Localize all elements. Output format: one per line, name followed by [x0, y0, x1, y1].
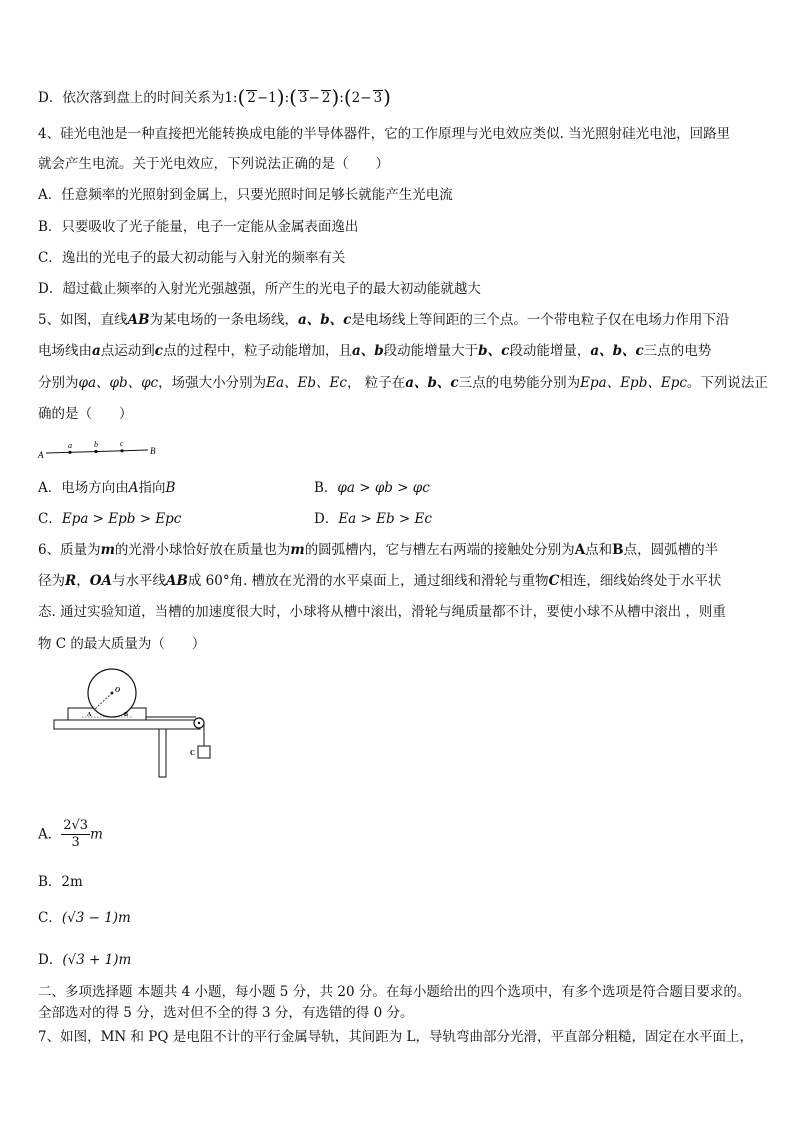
pulley-axle: [198, 722, 200, 724]
section-2-line-1: 二、多项选择题 本题共 4 小题，每小题 5 分，共 20 分。在每小题给出的四个选项中，有多个选项是符合题目要求的。: [38, 984, 751, 1000]
t: Ea、Eb、Ec: [266, 375, 347, 391]
t: D．: [314, 511, 339, 527]
t: φa > φb > φc: [337, 480, 430, 496]
t: 分别为: [38, 375, 79, 391]
t: Epa > Epb > Epc: [61, 511, 182, 527]
sqrt-three: 3: [298, 90, 308, 106]
t: a: [92, 343, 101, 359]
q6-line-4: 物 C 的最大质量为（ ）: [38, 636, 206, 652]
label-A: A: [38, 450, 44, 460]
t: AB: [127, 312, 150, 328]
t: 段动能增量大于: [383, 343, 479, 359]
minus-one: −1: [256, 90, 277, 106]
t: B: [165, 480, 176, 496]
t: 与水平线: [111, 573, 166, 589]
q5-option-b: [314, 479, 430, 497]
q3-option-d-text: D．依次落到盘上的时间关系为: [38, 90, 225, 106]
t: m: [290, 542, 305, 558]
label-c: c: [120, 440, 124, 448]
label-a: a: [68, 441, 72, 450]
t: 点，圆弧槽的半: [623, 542, 719, 558]
minus: −: [308, 90, 320, 106]
t: 点的过程中，粒子动能增加，且: [162, 343, 352, 359]
t: A．: [38, 826, 62, 843]
t: Epa、Epb、Epc: [580, 375, 687, 391]
q6-line-2: [38, 572, 721, 590]
table-leg: [159, 729, 166, 777]
label-A: A: [87, 712, 92, 718]
q4-stem-1: 4、硅光电池是一种直接把光能转换成电能的半导体器件，它的工作原理与光电效应类似. 当光照射硅光电池，回路里: [38, 126, 731, 142]
t: AB: [165, 573, 188, 589]
t: A．电场方向由: [38, 480, 129, 496]
t: 电场线由: [38, 343, 92, 359]
t: ， 粒子在: [346, 375, 406, 391]
t: b、c: [478, 343, 510, 359]
q4-option-d: D．超过截止频率的入射光光强越强，所产生的光电子的最大初动能就越大: [38, 281, 481, 297]
q3-ratio-one: 1:: [224, 90, 238, 106]
t: 的光滑小球恰好放在质量也为: [114, 542, 291, 558]
t: 段动能增量，: [509, 343, 591, 359]
t: m: [100, 542, 115, 558]
two-minus: 2−: [351, 90, 372, 106]
t: A: [574, 542, 586, 558]
t: C．: [38, 511, 62, 527]
t: C．: [38, 910, 62, 926]
point-a: [68, 451, 71, 454]
q6-option-a: [38, 818, 103, 851]
t: 。下列说法正: [686, 375, 768, 391]
sqrt-two: 2: [247, 90, 256, 106]
ratio-sep-2: :: [339, 90, 344, 106]
t: φa、φb、φc: [78, 375, 159, 391]
numerator: 2√3: [63, 818, 89, 833]
t: C: [548, 573, 560, 589]
ratio-sep: :: [284, 90, 290, 106]
t: 6、质量为: [38, 542, 101, 558]
denominator: 3: [71, 835, 80, 850]
label-C: C: [190, 749, 196, 757]
sqrt-three-b: 3: [373, 90, 383, 106]
point-c: [120, 449, 123, 452]
q5-field-line-figure: [36, 440, 166, 462]
q5-line-2: [38, 342, 711, 360]
fraction: [61, 818, 90, 851]
q7-line-1: 7、如图，MN 和 PQ 是电阻不计的平行金属导轨，其间距为 L，导轨弯曲部分光滑，平直部分粗糙，固定在水平面上，: [38, 1029, 754, 1045]
q5-option-d: [314, 510, 432, 528]
t: 5、如图，直线: [38, 312, 128, 328]
t: 点运动到: [100, 343, 155, 359]
weight-c: [198, 746, 210, 758]
t: 三点的电势能分别为: [458, 375, 581, 391]
q4-stem-2: 就会产生电流。关于光电效应，下列说法正确的是（ ）: [38, 156, 389, 172]
q6-option-d: [38, 951, 131, 969]
t: c: [154, 343, 163, 359]
q6-groove-pulley-figure: [52, 668, 222, 780]
t: ，: [76, 573, 90, 589]
t: OA: [89, 573, 112, 589]
q6-line-3: 态. 通过实验知道，当槽的加速度很大时，小球将从槽中滚出，滑轮与绳质量都不计，要使小球不从槽中滚出 ，则重: [38, 604, 726, 620]
t: 三点的电势: [643, 343, 712, 359]
t: 成 60°角. 槽放在光滑的水平桌面上，通过细线和滑轮与重物: [187, 573, 549, 589]
t: (√3 + 1)m: [62, 952, 132, 968]
t: B．: [314, 480, 338, 496]
t: a、b、c: [590, 343, 644, 359]
section-2-line-2: 全部选对的得 5 分，选对但不全的得 3 分，有选错的得 0 分。: [38, 1005, 414, 1021]
q4-option-c: C．逸出的光电子的最大初动能与入射光的频率有关: [38, 250, 346, 266]
q6-option-c: [38, 909, 131, 927]
t: 的圆弧槽内，它与槽左右两端的接触处分别为: [304, 542, 575, 558]
label-B: B: [150, 446, 156, 456]
label-O: O: [115, 686, 121, 694]
q4-option-a: A．任意频率的光照射到金属上，只要光照时间足够长就能产生光电流: [38, 187, 453, 203]
q5-option-c: [38, 510, 181, 528]
t: a、b: [351, 343, 384, 359]
point-b: [94, 450, 97, 453]
q5-line-3: [38, 374, 768, 392]
t: a、b、c: [297, 312, 352, 328]
t: A: [128, 480, 139, 496]
t: (√3 − 1)m: [61, 910, 131, 926]
t: 为某电场的一条电场线，: [149, 312, 298, 328]
t: 相连，细线始终处于水平状: [559, 573, 722, 589]
q4-option-b: B．只要吸收了光子能量，电子一定能从金属表面逸出: [38, 219, 359, 235]
t: ，场强大小分别为: [158, 375, 267, 391]
t: m: [90, 826, 103, 843]
q6-option-b: B．2m: [38, 874, 83, 890]
t: 径为: [38, 573, 65, 589]
t: 是电场线上等间距的三个点。一个带电粒子仅在电场力作用下沿: [351, 312, 730, 328]
q6-line-1: [38, 541, 718, 559]
q3-option-d: D．依次落到盘上的时间关系为1:( 2−1):( 3− 2):(2− 3): [38, 85, 391, 109]
t: B: [612, 542, 624, 558]
t: 指向: [138, 480, 166, 496]
t: a、b、c: [405, 375, 459, 391]
table-top: [54, 720, 200, 729]
q5-line-4: 确的是（ ）: [38, 406, 133, 422]
t: D．: [38, 952, 63, 968]
t: R: [65, 573, 77, 589]
label-b: b: [94, 440, 98, 449]
q5-line-1: [38, 311, 729, 329]
q5-option-a: [38, 479, 175, 497]
t: 点和: [585, 542, 613, 558]
sqrt-two-b: 2: [321, 90, 331, 106]
label-B: B: [124, 712, 129, 718]
t: Ea > Eb > Ec: [338, 511, 432, 527]
